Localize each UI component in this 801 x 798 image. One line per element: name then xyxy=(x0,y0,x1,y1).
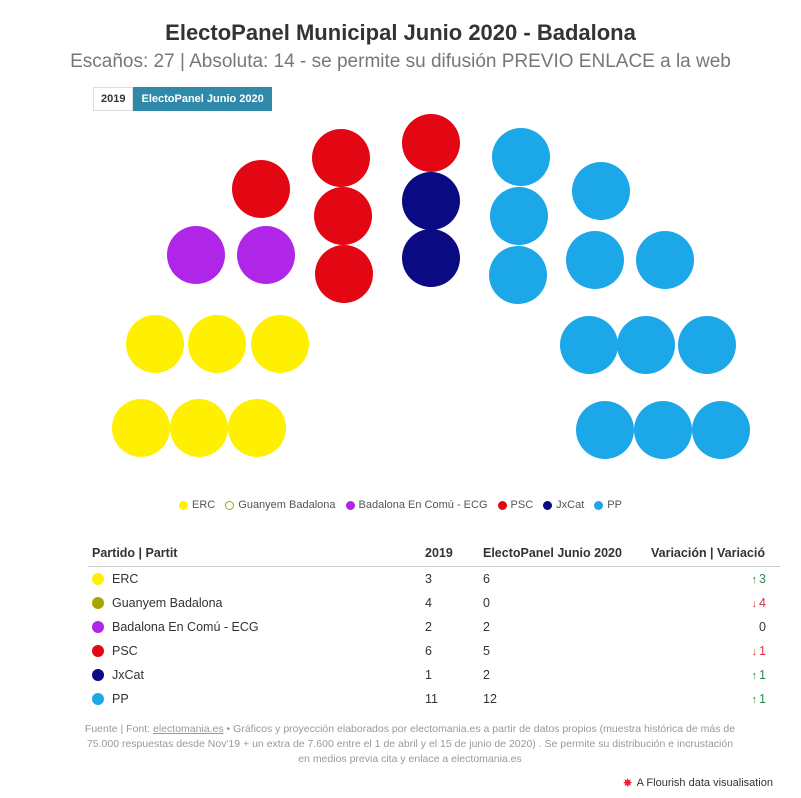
table-row xyxy=(88,591,780,615)
seats-2019: 6 xyxy=(425,644,432,658)
variation-cell xyxy=(647,687,780,711)
legend-item[interactable] xyxy=(594,499,622,511)
seats-2020: 2 xyxy=(483,620,490,634)
seat-pp[interactable] xyxy=(566,231,624,289)
seat-pp[interactable] xyxy=(490,187,548,245)
arrow-up-icon: ↑ xyxy=(751,670,758,682)
party-cell xyxy=(88,615,421,639)
party-cell xyxy=(88,663,421,687)
legend-swatch xyxy=(498,501,507,510)
header-2019: 2019 xyxy=(421,542,479,567)
variation-value: 4 xyxy=(759,596,766,610)
seat-pp[interactable] xyxy=(634,401,692,459)
party-name: PSC xyxy=(112,644,138,658)
seats-2019: 2 xyxy=(425,620,432,634)
seat-erc[interactable] xyxy=(228,399,286,457)
party-color-dot xyxy=(92,597,104,609)
legend-item[interactable] xyxy=(543,499,584,511)
legend-swatch xyxy=(594,501,603,510)
seat-jxcat[interactable] xyxy=(402,172,460,230)
seat-erc[interactable] xyxy=(112,399,170,457)
seats-2019: 1 xyxy=(425,668,432,682)
seat-pp[interactable] xyxy=(692,401,750,459)
variation-cell xyxy=(647,567,780,592)
seat-erc[interactable] xyxy=(188,315,246,373)
legend-label: PSC xyxy=(510,499,534,511)
header-variation: Variación | Variació xyxy=(647,542,780,567)
seats-2019: 3 xyxy=(425,572,432,586)
seat-pp[interactable] xyxy=(636,231,694,289)
arrow-up-icon: ↑ xyxy=(751,694,758,706)
party-name: PP xyxy=(112,692,129,706)
flourish-logo-icon: ✸ xyxy=(622,776,633,790)
seat-psc[interactable] xyxy=(402,114,460,172)
variation-value: 1 xyxy=(759,692,766,706)
source-link[interactable]: electomania.es xyxy=(153,723,224,735)
table-row xyxy=(88,567,780,592)
legend-swatch xyxy=(225,501,234,510)
legend-label: ERC xyxy=(192,499,216,511)
variation-value: 0 xyxy=(759,620,766,634)
year-toggle xyxy=(93,87,272,111)
seats-2020: 2 xyxy=(483,668,490,682)
seat-pp[interactable] xyxy=(617,316,675,374)
legend-swatch xyxy=(543,501,552,510)
chart-title: ElectoPanel Municipal Junio 2020 - Badalona xyxy=(165,20,636,45)
party-color-dot xyxy=(92,573,104,585)
flourish-credit-text: A Flourish data visualisation xyxy=(636,777,773,789)
legend-label: PP xyxy=(607,499,622,511)
party-name: JxCat xyxy=(112,668,144,682)
seat-erc[interactable] xyxy=(170,399,228,457)
toggle-option-2019[interactable]: 2019 xyxy=(93,87,133,111)
party-name: Badalona En Comú - ECG xyxy=(112,620,259,634)
party-color-dot xyxy=(92,645,104,657)
seat-erc[interactable] xyxy=(126,315,184,373)
party-cell xyxy=(88,567,421,591)
seats-2020: 6 xyxy=(483,572,490,586)
flourish-credit[interactable] xyxy=(623,776,773,790)
party-cell xyxy=(88,639,421,663)
seat-psc[interactable] xyxy=(232,160,290,218)
variation-value: 1 xyxy=(759,644,766,658)
parliament-chart xyxy=(0,110,801,490)
seat-jxcat[interactable] xyxy=(402,229,460,287)
arrow-up-icon: ↑ xyxy=(751,574,758,586)
seat-pp[interactable] xyxy=(678,316,736,374)
party-cell xyxy=(88,687,421,711)
seat-psc[interactable] xyxy=(315,245,373,303)
footer-text: • Gráficos y proyección elaborados por electomania.es a partir de datos propios (muestra histórica de más de 75.000 respuestas desde Nov'19 + un extra de 7.600 entre el 1 de abril y el 15 de junio de 2020) . Se permite su distribución e incrustación en medios previa cita y enlace a electomania.es xyxy=(86,723,736,765)
variation-cell xyxy=(647,615,780,639)
footer-prefix: Fuente | Font: xyxy=(84,723,154,735)
seat-psc[interactable] xyxy=(314,187,372,245)
party-cell xyxy=(88,591,421,615)
seat-erc[interactable] xyxy=(251,315,309,373)
results-table xyxy=(88,542,780,711)
seats-2019: 4 xyxy=(425,596,432,610)
chart-subtitle: Escaños: 27 | Absoluta: 14 - se permite su difusión PREVIO ENLACE a la web xyxy=(70,51,731,72)
chart-legend xyxy=(0,499,801,511)
toggle-option-electopanel-2020[interactable]: ElectoPanel Junio 2020 xyxy=(133,87,271,111)
source-footer xyxy=(80,722,740,767)
legend-item[interactable] xyxy=(225,499,335,511)
arrow-down-icon: ↓ xyxy=(751,646,758,658)
seat-pp[interactable] xyxy=(576,401,634,459)
legend-label: JxCat xyxy=(556,499,585,511)
seats-2020: 5 xyxy=(483,644,490,658)
header-party: Partido | Partit xyxy=(88,542,421,567)
legend-item[interactable] xyxy=(179,499,215,511)
legend-swatch xyxy=(179,501,188,510)
table-row xyxy=(88,615,780,639)
legend-label: Badalona En Comú - ECG xyxy=(358,499,488,511)
party-name: ERC xyxy=(112,572,139,586)
variation-value: 1 xyxy=(759,668,766,682)
variation-cell xyxy=(647,639,780,663)
seats-2020: 0 xyxy=(483,596,490,610)
variation-cell xyxy=(647,591,780,615)
seat-badalona-en-com-ecg[interactable] xyxy=(167,226,225,284)
seats-2019: 11 xyxy=(425,692,438,706)
seat-pp[interactable] xyxy=(560,316,618,374)
party-color-dot xyxy=(92,621,104,633)
legend-label: Guanyem Badalona xyxy=(238,499,336,511)
table-row xyxy=(88,639,780,663)
seats-2020: 12 xyxy=(483,692,497,706)
seat-pp[interactable] xyxy=(572,162,630,220)
party-color-dot xyxy=(92,693,104,705)
legend-swatch xyxy=(346,501,355,510)
seat-pp[interactable] xyxy=(492,128,550,186)
party-color-dot xyxy=(92,669,104,681)
legend-item[interactable] xyxy=(346,499,488,511)
seat-badalona-en-com-ecg[interactable] xyxy=(237,226,295,284)
arrow-down-icon: ↓ xyxy=(751,598,758,610)
variation-value: 3 xyxy=(759,572,766,586)
table-row xyxy=(88,663,780,687)
variation-cell xyxy=(647,663,780,687)
party-name: Guanyem Badalona xyxy=(112,596,223,610)
seat-pp[interactable] xyxy=(489,246,547,304)
seat-psc[interactable] xyxy=(312,129,370,187)
table-row xyxy=(88,687,780,711)
header-2020: ElectoPanel Junio 2020 xyxy=(479,542,647,567)
legend-item[interactable] xyxy=(498,499,534,511)
